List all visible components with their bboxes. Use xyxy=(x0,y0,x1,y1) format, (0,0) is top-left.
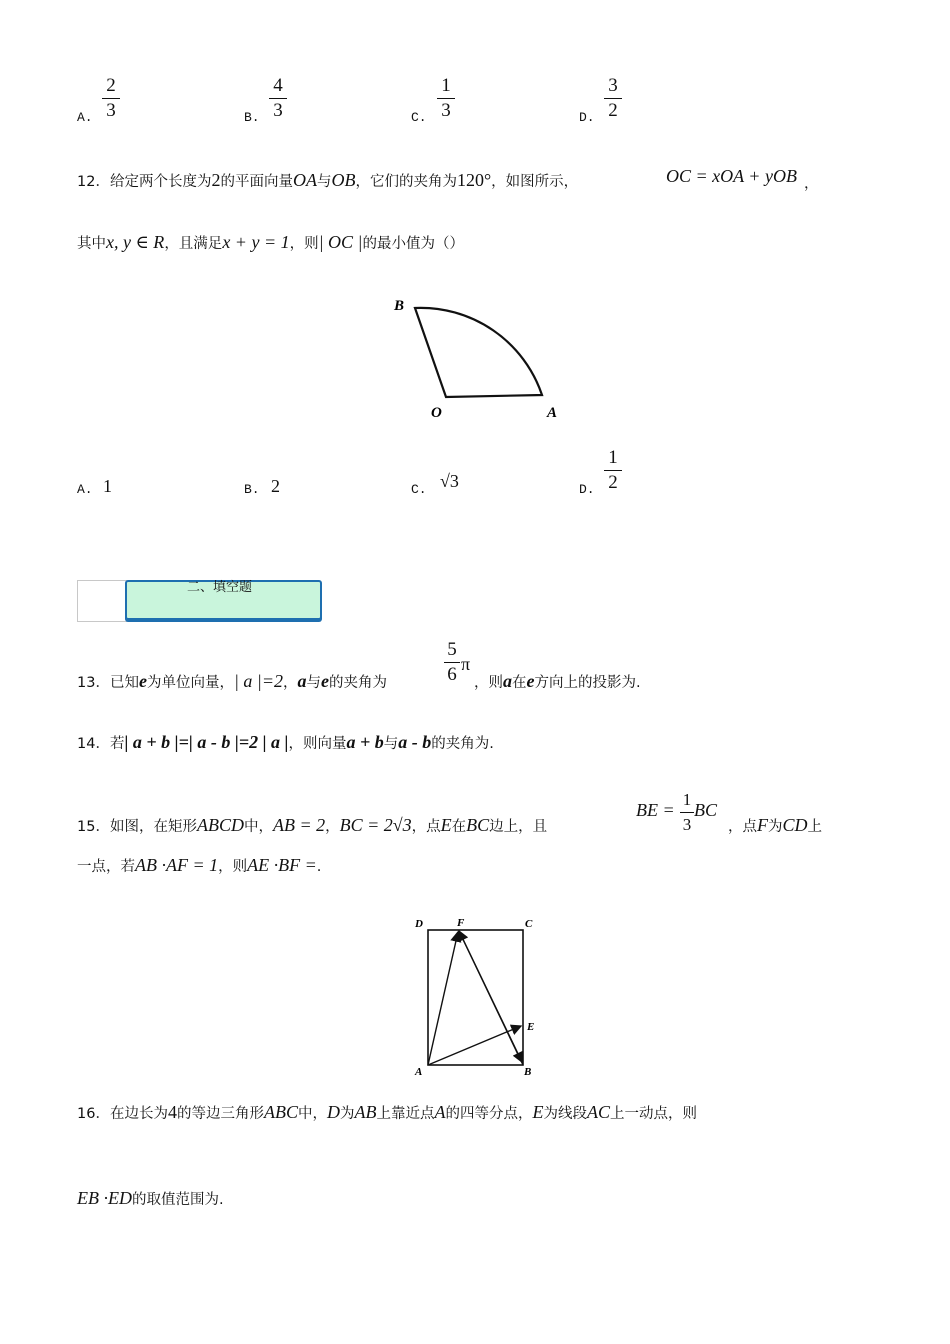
q11-option-d-fraction: 3 2 xyxy=(604,76,622,121)
q11-option-b-label: B. xyxy=(244,110,260,125)
point-label-d: D xyxy=(415,918,423,930)
q13-line-end: ，则a在e方向上的投影为. xyxy=(474,671,641,691)
vector-af xyxy=(428,932,458,1065)
q12-option-d-label: D. xyxy=(579,482,595,497)
q12-option-a-value: 1 xyxy=(103,476,112,496)
q13-fraction: 5 6 xyxy=(444,640,460,685)
section-header-fill-in xyxy=(77,580,322,621)
q12-option-b-label: B. xyxy=(244,482,260,497)
point-label-b: B xyxy=(394,298,405,314)
q15-line2: 一点，若AB ·AF = 1，则AE ·BF =. xyxy=(77,855,322,875)
q12-option-c-value: √3 xyxy=(440,471,459,491)
q13-pi: π xyxy=(461,654,471,674)
point-label-b: B xyxy=(524,1066,532,1078)
q15-line1: 15．如图，在矩形ABCD中，AB = 2，BC = 2√3，点E在BC边上，且 xyxy=(77,815,548,835)
sector-outline xyxy=(415,308,542,397)
q15-fraction: 1 3 xyxy=(680,790,694,835)
q12-option-b-value: 2 xyxy=(271,476,280,496)
question-14: 14．若| a + b |=| a - b |=2 | a |，则向量a + b与a - b的夹角为. xyxy=(77,732,494,752)
segment-fb xyxy=(459,931,522,1062)
q11-option-c-fraction: 1 3 xyxy=(437,76,455,121)
q15-bc: BC xyxy=(694,800,718,820)
q11-option-a-fraction: 2 3 xyxy=(102,76,120,121)
q12-line1: 12．给定两个长度为2的平面向量OA与OB，它们的夹角为120°，如图所示， xyxy=(77,170,579,190)
q15-be: BE = xyxy=(636,800,675,820)
point-label-f: F xyxy=(457,917,465,929)
q11-option-c-label: C. xyxy=(411,110,427,125)
point-label-a: A xyxy=(415,1066,423,1078)
section-title: 二、填空题 xyxy=(187,580,253,595)
point-label-c: C xyxy=(525,918,533,930)
q12-line2: 其中x, y ∈ R，且满足x + y = 1，则| OC |的最小值为（） xyxy=(77,232,464,252)
q16-line1: 16．在边长为4的等边三角形ABC中，D为AB上靠近点A的四等分点，E为线段AC上一动点，则 xyxy=(77,1102,697,1122)
q13-line: 13．已知e为单位向量，| a |=2，a与e的夹角为 xyxy=(77,671,387,691)
q12-comma: ， xyxy=(804,176,819,192)
q12-option-c-label: C. xyxy=(411,482,427,497)
point-label-e: E xyxy=(527,1021,535,1033)
q12-formula: OC = xOA + yOB xyxy=(666,166,797,186)
q11-option-d-label: D. xyxy=(579,110,595,125)
point-label-a: A xyxy=(547,405,558,421)
q15-line1-end: ，点F为CD上 xyxy=(728,815,823,835)
q16-line2: EB ·ED的取值范围为. xyxy=(77,1188,224,1208)
q12-figure-sector xyxy=(380,290,580,430)
q12-option-a-label: A. xyxy=(77,482,93,497)
q15-figure-rectangle xyxy=(405,910,555,1085)
section-header-blank-cell xyxy=(77,580,127,622)
q11-option-a-label: A. xyxy=(77,110,93,125)
q11-option-b-fraction: 4 3 xyxy=(269,76,287,121)
q12-option-d-fraction: 1 2 xyxy=(604,448,622,493)
point-label-o: O xyxy=(431,405,442,421)
